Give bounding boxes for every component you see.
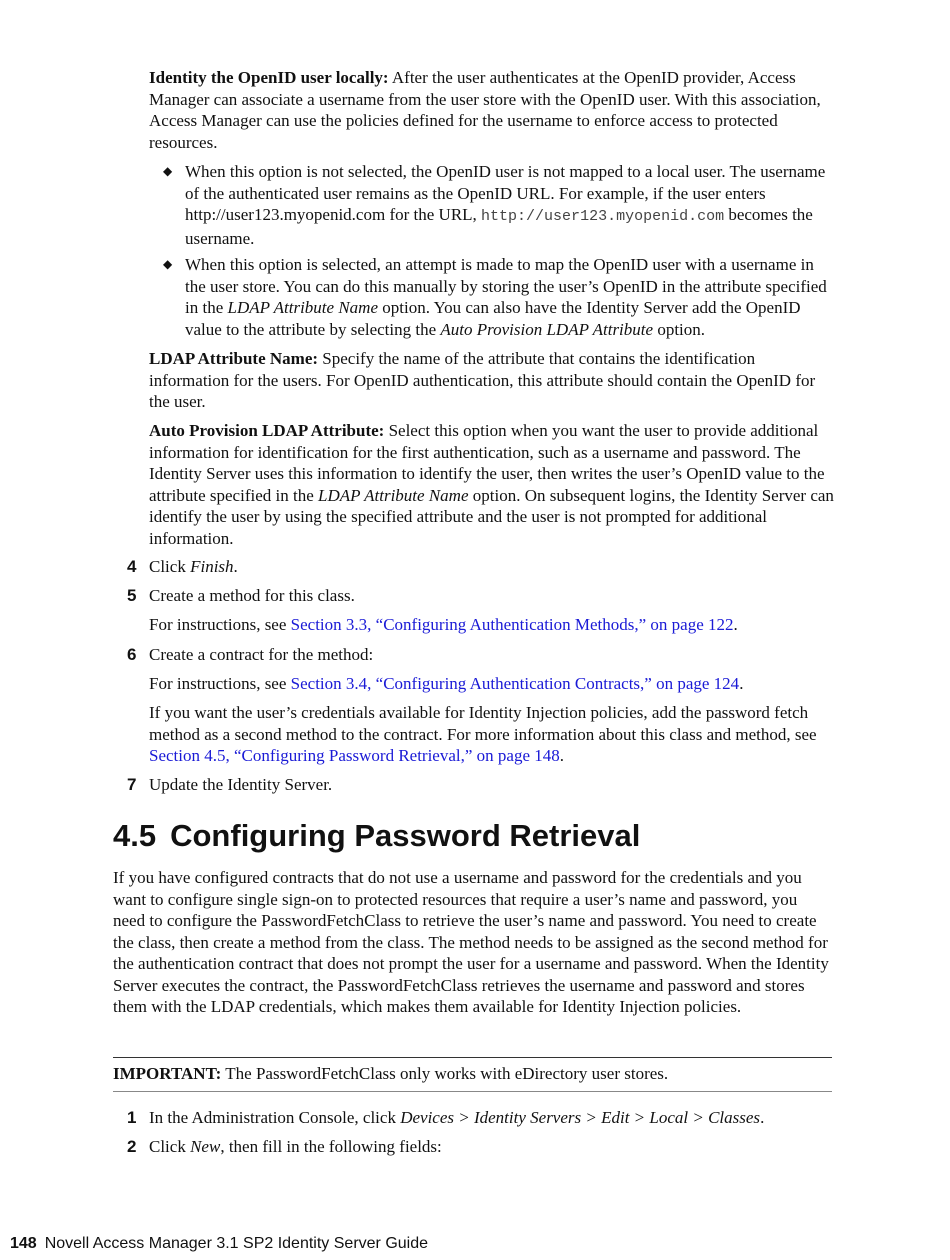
important-top-rule (113, 1057, 832, 1058)
step-text: Click (149, 557, 191, 576)
auto-provision-text-end: option. On subsequent logins, the Identity Server can identify the user by using the specified attribute and the user is not prompted for additional information. (149, 485, 834, 548)
page-footer (10, 1234, 428, 1254)
section-number: 4.5 (113, 818, 157, 853)
step-6-identity-injection (149, 702, 839, 767)
bullet-text: When this option is selected, an attempt is made to map the OpenID user with a username in the user store. You can do this manually by storing the user’s OpenID in the attribute specified in the (185, 255, 827, 317)
identity-openid-text: After the user authenticates at the OpenID provider, Access Manager can associate a username from the user store with the OpenID user. With this association, Access Manager can use the policies defined for the username to enforce access to protected resources. (149, 68, 821, 152)
injection-text: If you want the user’s credentials available for Identity Injection policies, add the password fetch method as a second method to the contract. For more information about this class and method, see (149, 703, 817, 744)
ldap-attribute-term: LDAP Attribute Name: (149, 349, 319, 368)
link-password-retrieval[interactable]: Section 4.5, “Configuring Password Retrieval,” on page 148 (149, 746, 560, 765)
link-auth-contracts[interactable]: Section 3.4, “Configuring Authentication Contracts,” on page 124 (290, 674, 740, 693)
bullet-diamond-icon: ◆ (163, 257, 173, 271)
auto-provision-ref: Auto Provision LDAP Attribute (440, 319, 654, 339)
step-6: Create a contract for the method: (149, 645, 374, 664)
book-title: Novell Access Manager 3.1 SP2 Identity Server Guide (44, 1235, 429, 1252)
ldap-attribute-name-ref: LDAP Attribute Name (318, 485, 469, 505)
bullet-text: When this option is not selected, the OpenID user is not mapped to a local user. The username of the authenticated user remains as the OpenID URL. For example, if the user enters http://user123.myopenid.com for the URL, (185, 162, 826, 224)
ldap-attribute-text: Specify the name of the attribute that contains the identification information for the users. For OpenID authentication, this attribute should contain the OpenID for the user. (149, 349, 816, 411)
step-2 (149, 1136, 839, 1158)
step-number: 7 (127, 775, 137, 794)
important-text: The PasswordFetchClass only works with eDirectory user stores. (221, 1064, 669, 1083)
identity-openid-paragraph (149, 67, 839, 153)
step-text-end: . (760, 1108, 765, 1127)
finish-ref: Finish (190, 557, 234, 576)
important-bottom-rule (113, 1091, 832, 1092)
bullet-selected (185, 254, 837, 340)
step-number: 1 (127, 1108, 137, 1127)
step-text: Click (149, 1137, 191, 1156)
step-text-end: , then fill in the following fields: (220, 1137, 442, 1156)
step-number: 6 (127, 645, 137, 664)
step-number: 4 (127, 557, 137, 576)
instructions-end: . (733, 615, 738, 634)
step-7: Update the Identity Server. (149, 775, 333, 794)
console-path: Devices > Identity Servers > Edit > Local > Classes (400, 1108, 761, 1127)
injection-end: . (559, 746, 565, 765)
step-6-instructions (149, 673, 839, 695)
important-label: IMPORTANT: (113, 1064, 222, 1083)
auto-provision-paragraph (149, 420, 839, 549)
link-auth-methods[interactable]: Section 3.3, “Configuring Authentication Methods,” on page 122 (290, 615, 734, 634)
step-5-instructions (149, 614, 839, 636)
auto-provision-term: Auto Provision LDAP Attribute: (149, 421, 385, 440)
auto-provision-text: Select this option when you want the user to provide additional information for identification for the first authentication, such as a username and password. The Identity Server uses this information to identify the user, then writes the user’s OpenID value to the attribute specified in the (149, 421, 825, 505)
step-text-end: . (233, 557, 238, 576)
step-number: 5 (127, 586, 137, 605)
instructions-end: . (739, 674, 744, 693)
step-text: In the Administration Console, click (149, 1108, 401, 1127)
bullet-text-mid: option. You can also have the Identity Server add the OpenID value to the attribute by selecting the (185, 298, 801, 339)
step-1 (149, 1107, 839, 1129)
section-title: Configuring Password Retrieval (170, 818, 641, 853)
step-number: 2 (127, 1137, 137, 1156)
section-body: If you have configured contracts that do not use a username and password for the credentials and you want to configure single sign-on to protected resources that require a user’s name and password, you need to configure the PasswordFetchClass to retrieve the user’s name and password. You need to create the class, then create a method from the class. The method needs to be assigned as the second method for the authentication contract that does not prompt the user for a username and password. When the Identity Server executes the contract, the PasswordFetchClass retrieves the username and password and stores them with the LDAP credentials, which makes them available for Identity Injection policies. (113, 868, 829, 1016)
openid-url-code: http://user123.myopenid.com (481, 208, 725, 225)
bullet-text-end: option. (653, 319, 706, 339)
new-ref: New (190, 1137, 221, 1156)
instructions-text: For instructions, see (149, 674, 291, 693)
important-note (113, 1063, 833, 1085)
bullet-text-end: becomes the username. (185, 205, 813, 248)
instructions-text: For instructions, see (149, 615, 291, 634)
ldap-attribute-paragraph (149, 348, 839, 413)
ldap-attribute-name-ref: LDAP Attribute Name (227, 298, 378, 317)
step-5: Create a method for this class. (149, 586, 355, 605)
step-4 (149, 556, 839, 578)
identity-openid-term: Identity the OpenID user locally: (149, 68, 389, 87)
bullet-diamond-icon: ◆ (163, 164, 173, 178)
page-number: 148 (10, 1235, 37, 1252)
bullet-not-selected (185, 161, 837, 249)
section-heading (113, 816, 640, 856)
